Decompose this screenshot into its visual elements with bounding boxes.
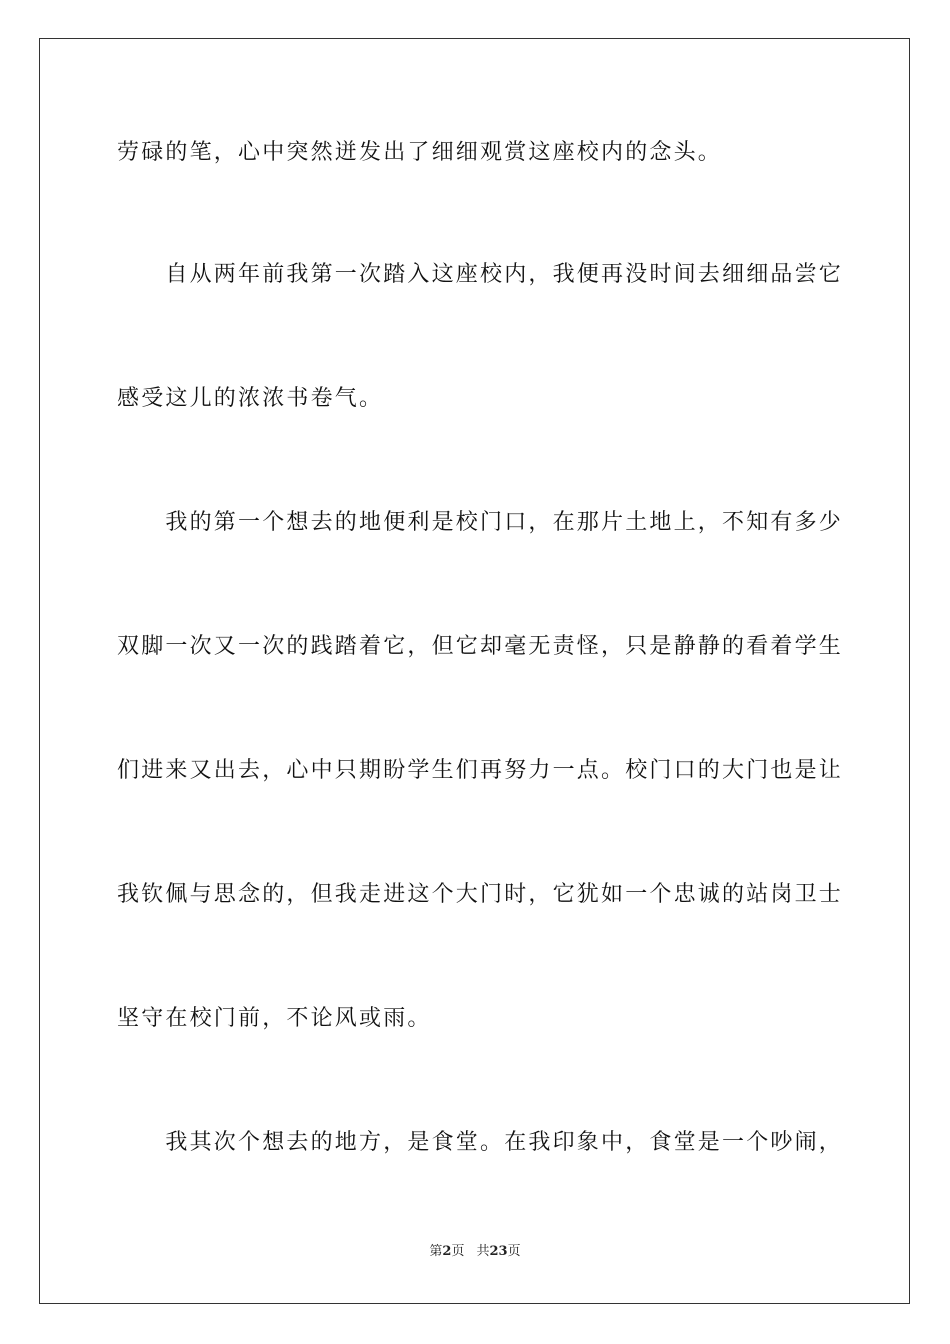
text-line-2: 自从两年前我第一次踏入这座校内，我便再没时间去细细品尝它 <box>117 262 844 287</box>
total-pages: 23 <box>489 1244 508 1259</box>
text-line-5: 双脚一次又一次的践踏着它，但它却毫无责怪，只是静静的看着学生 <box>117 634 844 659</box>
text-line-3: 感受这儿的浓浓书卷气。 <box>117 386 384 411</box>
total-suffix: 页 <box>507 1244 521 1259</box>
text-line-9: 我其次个想去的地方，是食堂。在我印象中，食堂是一个吵闹， <box>117 1130 844 1155</box>
page-prefix: 第 <box>429 1244 443 1259</box>
page-border <box>39 38 910 1304</box>
page-suffix: 页 <box>451 1244 465 1259</box>
text-line-6: 们进来又出去，心中只期盼学生们再努力一点。校门口的大门也是让 <box>117 758 844 783</box>
page-number: 2 <box>442 1244 452 1259</box>
page-footer <box>0 1243 950 1261</box>
text-line-7: 我钦佩与思念的，但我走进这个大门时，它犹如一个忠诚的站岗卫士 <box>117 882 844 907</box>
text-line-1: 劳碌的笔，心中突然迸发出了细细观赏这座校内的念头。 <box>117 140 723 165</box>
text-line-4: 我的第一个想去的地便利是校门口，在那片土地上，不知有多少 <box>117 510 844 535</box>
total-prefix: 共 <box>476 1244 490 1259</box>
text-line-8: 坚守在校门前，不论风或雨。 <box>117 1006 432 1031</box>
